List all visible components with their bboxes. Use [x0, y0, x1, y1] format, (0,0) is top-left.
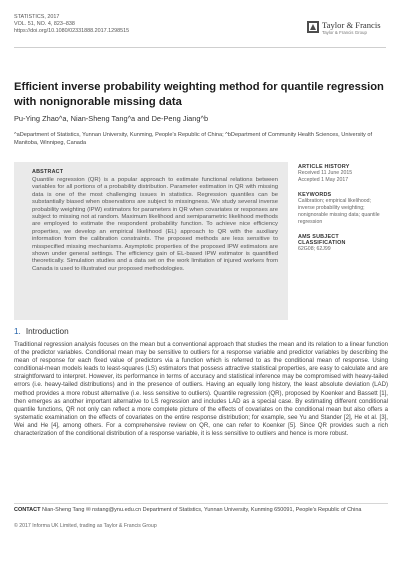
ams-heading: AMS SUBJECT CLASSIFICATION: [298, 234, 346, 246]
publisher-name: Taylor & Francis: [322, 20, 381, 30]
keywords-heading: KEYWORDS: [298, 192, 332, 198]
received-date: Received 11 June 2015: [298, 170, 353, 176]
article-sidebar: [298, 164, 388, 253]
contact-footnote: [14, 503, 388, 514]
abstract-box: [14, 162, 288, 320]
publisher-logo[interactable]: [306, 20, 386, 40]
abstract-heading: ABSTRACT: [32, 169, 64, 175]
ams-codes: 62G08; 62J99: [298, 246, 331, 252]
journal-meta: [14, 14, 129, 36]
header-divider: [14, 47, 386, 48]
section-heading-introduction: [14, 327, 69, 336]
publisher-tagline: Taylor & Francis Group: [322, 30, 367, 35]
abstract-text: Quantile regression (QR) is a popular approach to estimate functional relations between variables for all portions of a probability distribution. Parameter estimation in QR with missing data is one of the most challenging issues in statistics. Regression quantiles can be substantially biased when observations are subject to missingness. We study several inverse probability weighting (IPW) estimators for parameters in QR when covariates or responses are subject to missing not at random. Maximum likelihood and semiparametric likelihood methods are employed to estimate the respondent probability function. To achieve nice efficiency properties, we develop an empirical likelihood (EL) approach to QR with the auxiliary information from the calibration constraints. The proposed methods are less sensitive to misspecified missing mechanisms. Asymptotic properties of the proposed IPW estimators are shown under general settings. The efficiency gain of EL-based IPW estimator is quantified theoretically. Simulation studies and a data set on the work limitation of injured workers from Canada is used to illustrated our proposed methodologies.: [32, 177, 278, 272]
contact-label: CONTACT: [14, 507, 41, 513]
section-title: Introduction: [25, 327, 69, 336]
section-number: 1.: [14, 327, 21, 336]
doi-link[interactable]: https://doi.org/10.1080/02331888.2017.1298515: [14, 28, 130, 35]
copyright-notice: © 2017 Informa UK Limited, trading as Taylor & Francis Group: [14, 523, 157, 529]
journal-line-2: VOL. 51, NO. 4, 823–838: [14, 21, 75, 28]
contact-details[interactable]: Nian-Sheng Tang ✉ nstang@ynu.edu.cn Department of Statistics, Yunnan University, Kunming 650091, People's Republic of China: [42, 507, 362, 513]
article-title: Efficient inverse probability weighting method for quantile regression with nonignorable missing data: [14, 81, 384, 108]
accepted-date: Accepted 1 May 2017: [298, 177, 349, 183]
article-authors: Pu-Ying Zhao^a, Nian-Sheng Tang^a and De-Peng Jiang^b: [14, 114, 209, 123]
publisher-logo-icon: [306, 20, 320, 34]
article-affiliation: ^aDepartment of Statistics, Yunnan University, Kunming, People's Republic of China; ^bDepartment of Community Health Sciences, University of Manitoba, Winnipeg, Canada: [14, 132, 373, 147]
keywords-list: Calibration; empirical likelihood; inverse probability weighting; nonignorable missing data; quantile regression: [298, 198, 380, 225]
introduction-body: Traditional regression analysis focuses on the mean but a conventional approach that studies the mean and its relation to a linear function of the predictor variables. Conditional mean may be sensitive to outliers for a response variable and predictor variables by describing the mean of response for each fixed value of predictors via a function which is referred to as the conditional mean of response. Using conditional-mean models leads to least-squares (LS) estimators that possess attractive statistical properties, are easy to calculate and are straightforward to interpret. However, its performance in terms of accuracy and statistical inference may be compromised with heavy-tailed errors (i.e. heavy-tailed distributions) and in the presence of outliers. Having an equally long history, the least absolute deviation (LAD) method provides a more robust alternative (i.e. less sensitive to outliers). Quantile regression (QR), proposed by Koenker and Bassett [1], then emerges as another important alternative to LS regression and includes LAD as a special case. By estimating different conditional quantile functions, QR not only can reflect a more complete picture of the effects of covariates on the conditional mean but also offers a systematic examination on the effects of covariates on the entire response distribution; for example, see Yu and Stander [2], He et al. [3], Wei and He [4], among others. For a comprehensive review on QR, one can refer to Koenker [5]. Since QR provides such a rich characterization of the conditional distribution of a response variable, it is less sensitive to outliers and hence is more robust.: [14, 341, 388, 438]
article-history-heading: ARTICLE HISTORY: [298, 164, 350, 170]
journal-line-1: STATISTICS, 2017: [14, 14, 60, 20]
